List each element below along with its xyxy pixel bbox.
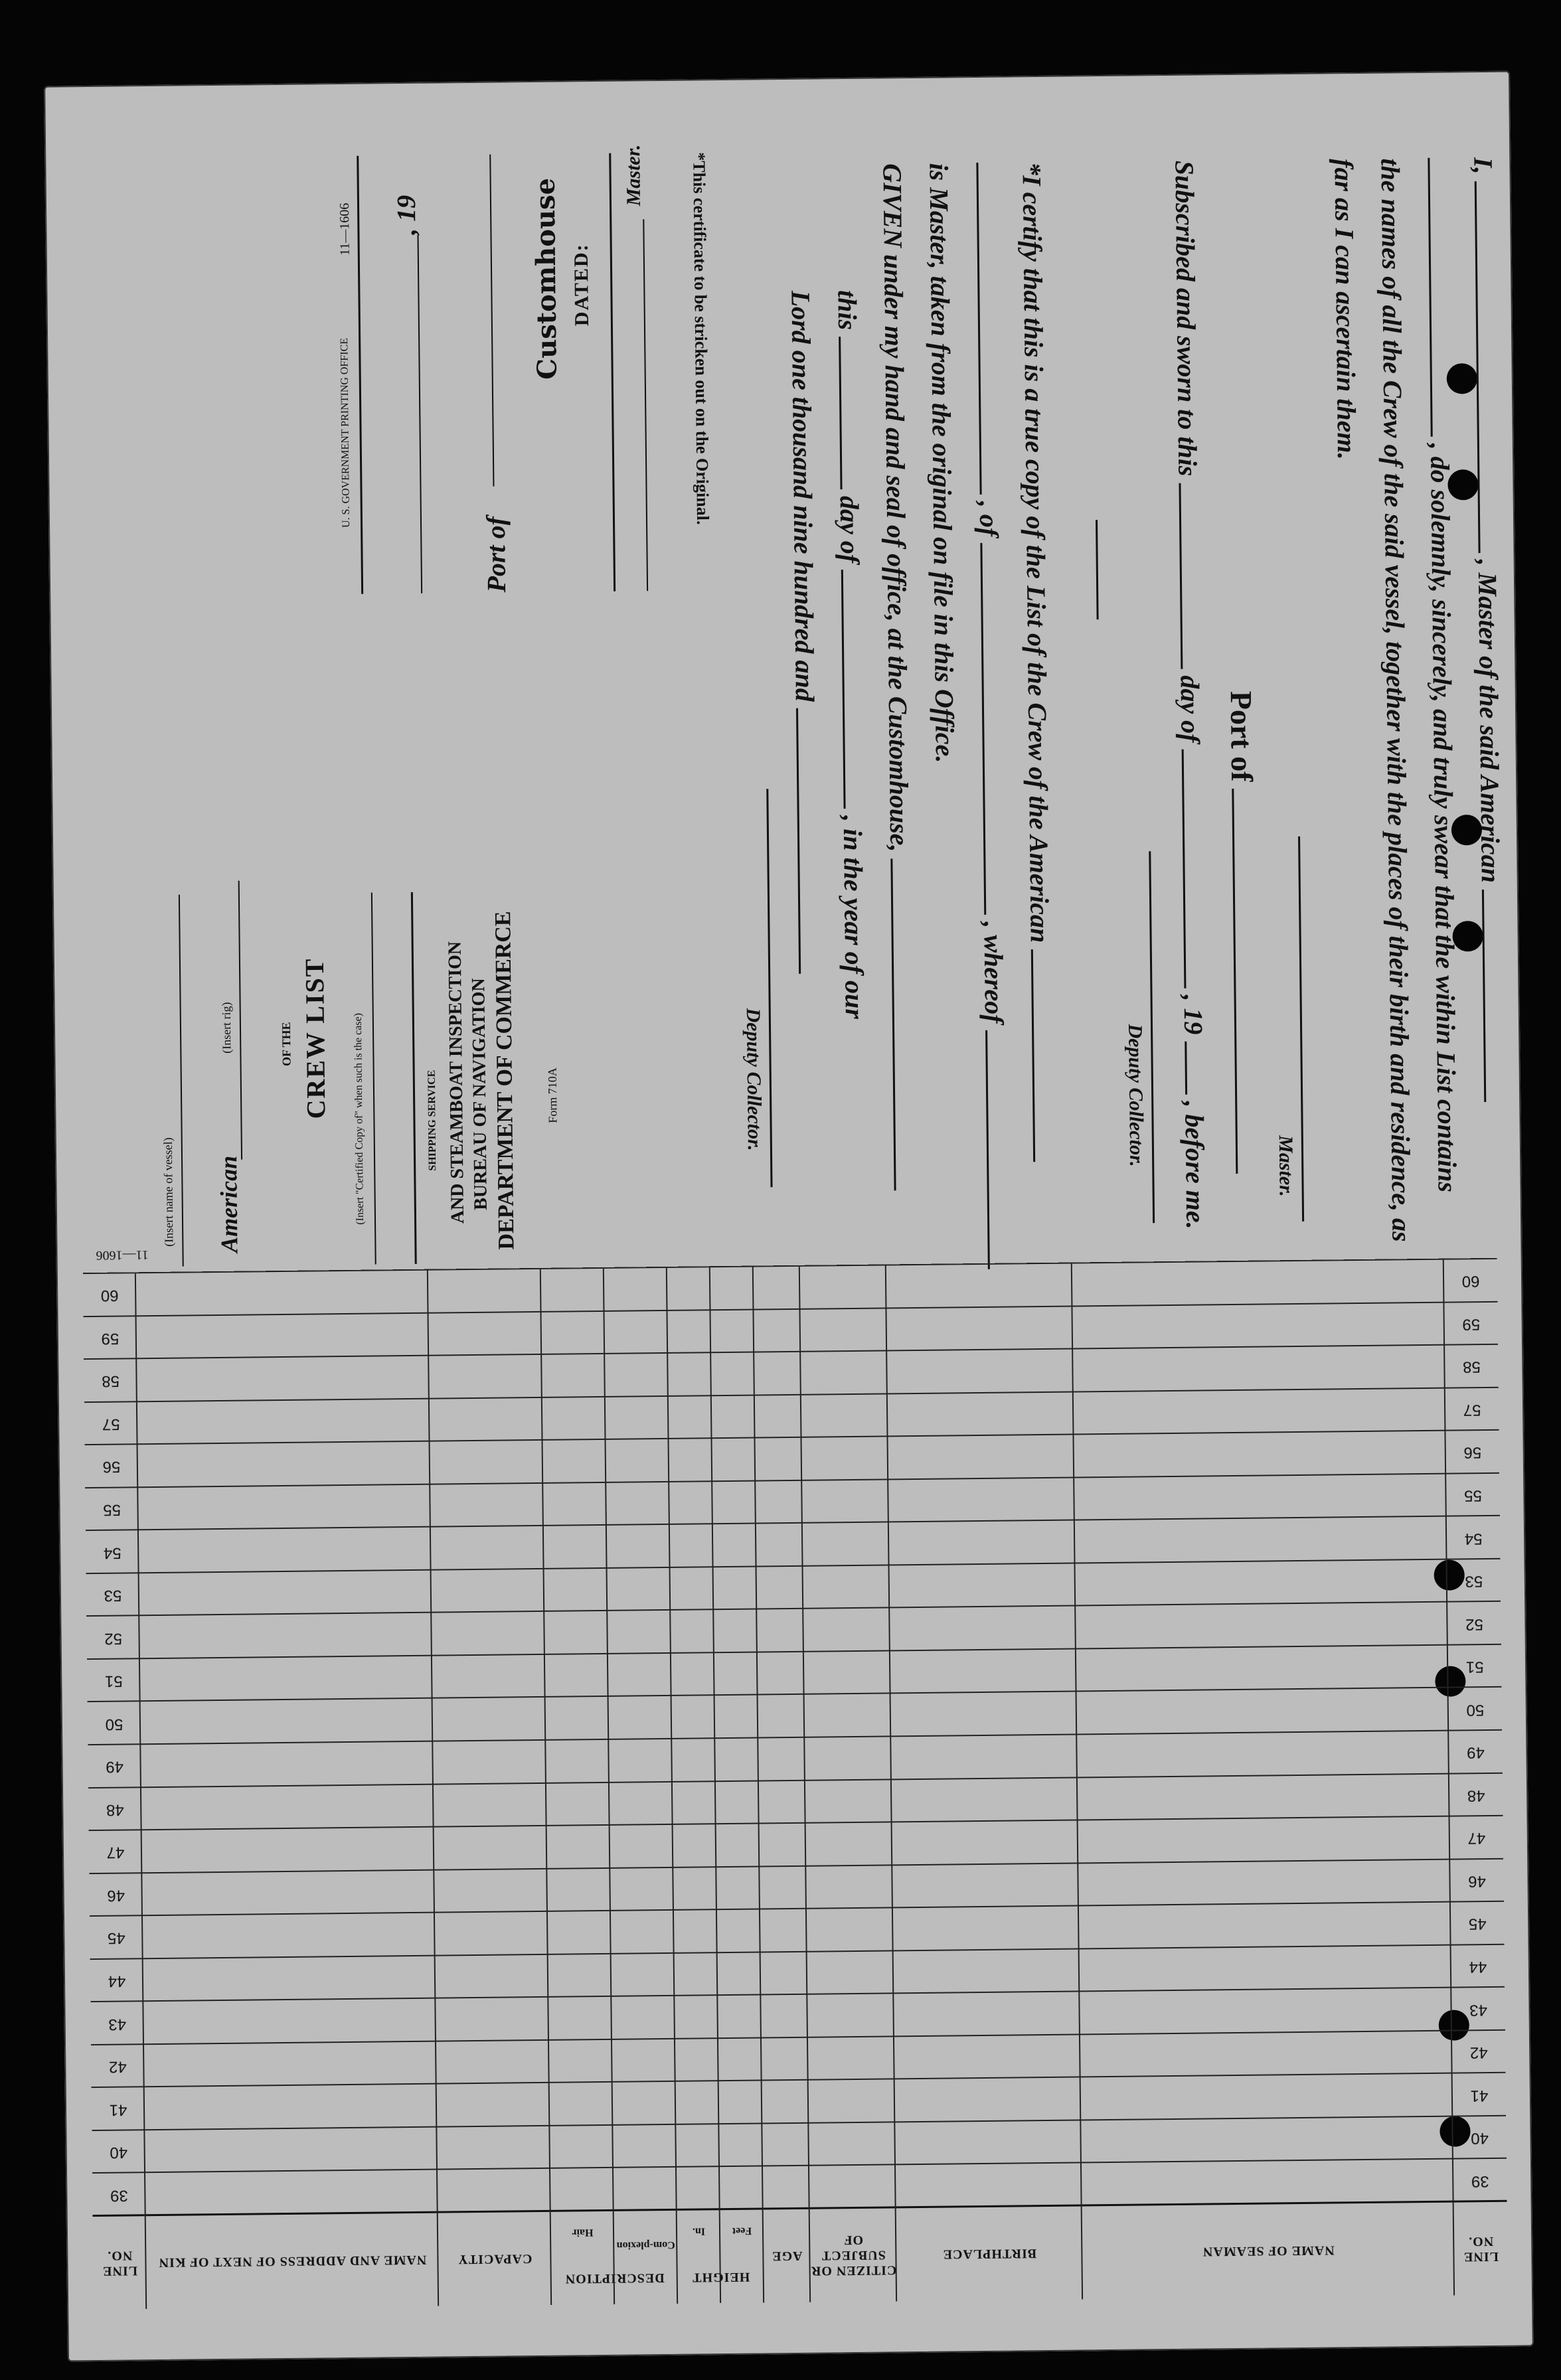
row-line-number: 47	[1467, 1829, 1486, 1848]
header-inches: In.	[692, 2225, 706, 2237]
given-line	[876, 163, 918, 1191]
day-of-label: day of	[1175, 675, 1206, 743]
row-line-number-right: 45	[107, 1929, 125, 1948]
vessel-field[interactable]	[1482, 890, 1507, 1102]
cover-title-panel	[143, 731, 627, 1267]
deputy-signature-line[interactable]	[1149, 851, 1155, 1223]
certificate-footnote: *This certificate to be stricken out on the Original.	[689, 152, 713, 525]
certified-line[interactable]	[371, 893, 376, 1265]
row-line-number-right: 43	[108, 2015, 127, 2033]
oath-line-3: the names of all the Crew of the said vessel, together with the places of their birth and residence, as	[1375, 158, 1417, 1242]
cover-print-code: 11—1606	[337, 202, 353, 256]
row-line-number: 40	[1471, 2129, 1489, 2148]
header-line-no: LINE NO.	[1463, 2233, 1499, 2264]
row-line-number-right: 39	[110, 2186, 128, 2205]
cover-department: DEPARTMENT OF COMMERCE	[491, 911, 519, 1250]
printer-line: U. S. GOVERNMENT PRINTING OFFICE	[339, 337, 353, 528]
cover-of-the: OF THE	[279, 1022, 293, 1067]
cover-date-line[interactable]	[417, 235, 422, 594]
deputy-collector-label-2: Deputy Collector.	[742, 1008, 766, 1151]
row-line-number: 42	[1469, 2043, 1488, 2062]
row-line-number-right: 58	[102, 1372, 120, 1391]
row-line-number-right: 48	[106, 1800, 124, 1819]
given-month-field[interactable]	[841, 570, 867, 809]
crew-list-sheet	[44, 71, 1534, 2362]
this-label: this	[832, 289, 863, 331]
row-line-number: 44	[1469, 1958, 1487, 1976]
oath-line-1	[1467, 157, 1509, 1102]
row-line-number-right: 57	[102, 1415, 120, 1433]
oath-master-of: , Master of the said American	[1472, 559, 1506, 884]
subscribed-day-field[interactable]	[1179, 483, 1204, 669]
cover-rule-a	[411, 892, 417, 1264]
cover-title: CREW LIST	[299, 957, 331, 1119]
row-line-number: 58	[1462, 1358, 1481, 1376]
insert-name-caption: (Insert name of vessel)	[161, 1137, 176, 1247]
of-label: , of	[973, 501, 1005, 537]
cover-dated: DATED:	[570, 243, 593, 327]
header-hair: Hair	[572, 2227, 594, 2239]
subscribed-year-field[interactable]	[1185, 1041, 1208, 1094]
row-line-number: 39	[1471, 2172, 1489, 2191]
rig-line[interactable]	[238, 881, 242, 1160]
given-label: GIVEN under my hand and seal of office, at the Customhouse,	[877, 163, 915, 852]
header-height: HEIGHT	[692, 2269, 750, 2285]
row-line-number: 45	[1468, 1915, 1487, 1933]
row-line-number-right: 46	[107, 1886, 125, 1905]
row-line-number: 52	[1465, 1615, 1483, 1634]
row-line-number-right: 41	[109, 2101, 127, 2119]
row-line-number-right: 55	[103, 1500, 122, 1519]
row-line-number-right: 60	[100, 1286, 119, 1305]
is-master-line: is Master, taken from the original on file in this Office.	[924, 163, 960, 763]
master-name-field[interactable]	[1475, 181, 1502, 552]
header-capacity: CAPACITY	[457, 2251, 533, 2267]
lord-label: Lord one thousand nine hundred and	[785, 290, 820, 702]
cover-service: SHIPPING SERVICE	[426, 1070, 439, 1171]
cover-master-line[interactable]	[643, 219, 648, 591]
master-signature-label: Master.	[1274, 1135, 1297, 1197]
oath-i: I,	[1468, 157, 1499, 175]
header-line-no-right: LINE NO.	[102, 2248, 138, 2278]
row-line-number: 56	[1463, 1443, 1482, 1462]
subscribed-label: Subscribed and sworn to this	[1169, 160, 1203, 477]
header-age: AGE	[772, 2249, 803, 2264]
header-citizen: CITIZEN OR SUBJECT OF	[810, 2233, 897, 2279]
given-day-field[interactable]	[839, 337, 863, 489]
row-line-number: 59	[1462, 1314, 1481, 1334]
whereof-label: , whereof	[978, 921, 1009, 1024]
row-line-number-right: 49	[106, 1757, 124, 1777]
port-of-label: Port of	[1224, 690, 1260, 782]
vessel-name-field[interactable]	[1428, 157, 1453, 436]
cover-year: , 19	[390, 195, 422, 236]
header-name-of-seaman: NAME OF SEAMAN	[1202, 2243, 1335, 2260]
header-next-of-kin: NAME AND ADDRESS OF NEXT OF KIN	[158, 2253, 427, 2270]
certified-note: (Insert "Certified Copy of" when such is the case)	[352, 1012, 367, 1225]
oath-line-4: far as I can ascertain them.	[1329, 158, 1362, 460]
row-line-number-right: 44	[108, 1972, 126, 1990]
port-of-line	[1224, 691, 1264, 1174]
insert-rig-caption: (Insert rig)	[219, 1002, 234, 1054]
cover-master: Master.	[622, 144, 645, 206]
lord-line	[785, 290, 823, 974]
row-line-number: 41	[1470, 2086, 1489, 2104]
customhouse-field[interactable]	[890, 858, 917, 1190]
cover-rule-top	[357, 156, 363, 594]
seal-line	[1096, 520, 1099, 619]
cover-port-of: Port of	[480, 516, 512, 593]
row-line-number: 43	[1469, 2000, 1488, 2019]
this-day-line	[831, 290, 870, 1019]
of-whereof-line	[969, 163, 1012, 1269]
row-line-number-right: 50	[105, 1715, 123, 1733]
given-year-field[interactable]	[796, 708, 822, 974]
row-line-number: 53	[1465, 1572, 1483, 1591]
row-line-number-right: 56	[102, 1458, 121, 1476]
row-line-number-right: 53	[104, 1586, 122, 1605]
row-line-number-right: 47	[106, 1843, 125, 1862]
cover-form-number: Form 710A	[545, 1068, 560, 1123]
certify-vessel-field[interactable]	[1031, 949, 1056, 1162]
certify-master-field[interactable]	[985, 1030, 1011, 1269]
certify-line	[1016, 162, 1058, 1162]
before-me-label: , before me.	[1179, 1101, 1211, 1230]
cover-port-line[interactable]	[489, 155, 494, 487]
table-header	[93, 2200, 1508, 2310]
subscribed-line	[1169, 160, 1211, 1229]
oath-line-2	[1421, 157, 1463, 1192]
header-feet: Feet	[732, 2225, 752, 2237]
master-signature-line[interactable]	[1298, 836, 1304, 1222]
row-line-number: 54	[1464, 1529, 1483, 1547]
subscribed-month-field[interactable]	[1182, 749, 1208, 988]
certify-label: *I certify that this is a true copy of the List of the Crew of the American	[1017, 161, 1055, 943]
row-line-number: 49	[1467, 1743, 1485, 1762]
row-line-number: 57	[1463, 1401, 1481, 1419]
oath-swear: , do solemnly, sincerely, and truly swear that the within List contains	[1424, 443, 1463, 1193]
row-line-number: 60	[1461, 1272, 1480, 1291]
row-line-number: 50	[1466, 1700, 1485, 1719]
row-line-number: 46	[1468, 1871, 1487, 1891]
year-label: , 19	[1178, 994, 1209, 1035]
in-year-label: , in the year of our	[837, 815, 870, 1019]
row-line-number: 51	[1465, 1658, 1484, 1676]
table-print-code: 11—1606	[96, 1247, 149, 1263]
header-description: DESCRIPTION	[564, 2270, 665, 2286]
row-line-number-right: 51	[104, 1672, 123, 1691]
row-line-number: 48	[1467, 1786, 1485, 1805]
row-line-number-right: 59	[101, 1329, 120, 1348]
day-of-label-2: day of	[834, 495, 865, 564]
cover-american: American	[214, 1155, 243, 1253]
port-field[interactable]	[1232, 788, 1259, 1173]
deputy-collector-label: Deputy Collector.	[1123, 1024, 1148, 1167]
row-line-number-right: 54	[103, 1544, 122, 1562]
row-line-number-right: 42	[108, 2057, 127, 2076]
row-line-number-right: 40	[110, 2143, 128, 2162]
crew-table	[83, 1247, 1508, 2310]
header-birthplace: BIRTHPLACE	[942, 2246, 1037, 2262]
row-line-number: 55	[1463, 1486, 1482, 1505]
cover-bureau-1: BUREAU OF NAVIGATION	[468, 978, 491, 1211]
cover-customhouse: Customhouse	[529, 177, 563, 380]
cover-bureau-2: AND STEAMBOAT INSPECTION	[444, 941, 469, 1224]
certify-name-field[interactable]	[976, 163, 1003, 495]
cover-rule-mid	[609, 153, 616, 592]
certify-port-field[interactable]	[980, 543, 1007, 915]
deputy-signature-line-2[interactable]	[766, 789, 772, 1187]
row-line-number-right: 52	[104, 1629, 123, 1648]
header-complexion: Com-plexion	[616, 2239, 675, 2251]
vessel-name-line[interactable]	[179, 895, 184, 1267]
